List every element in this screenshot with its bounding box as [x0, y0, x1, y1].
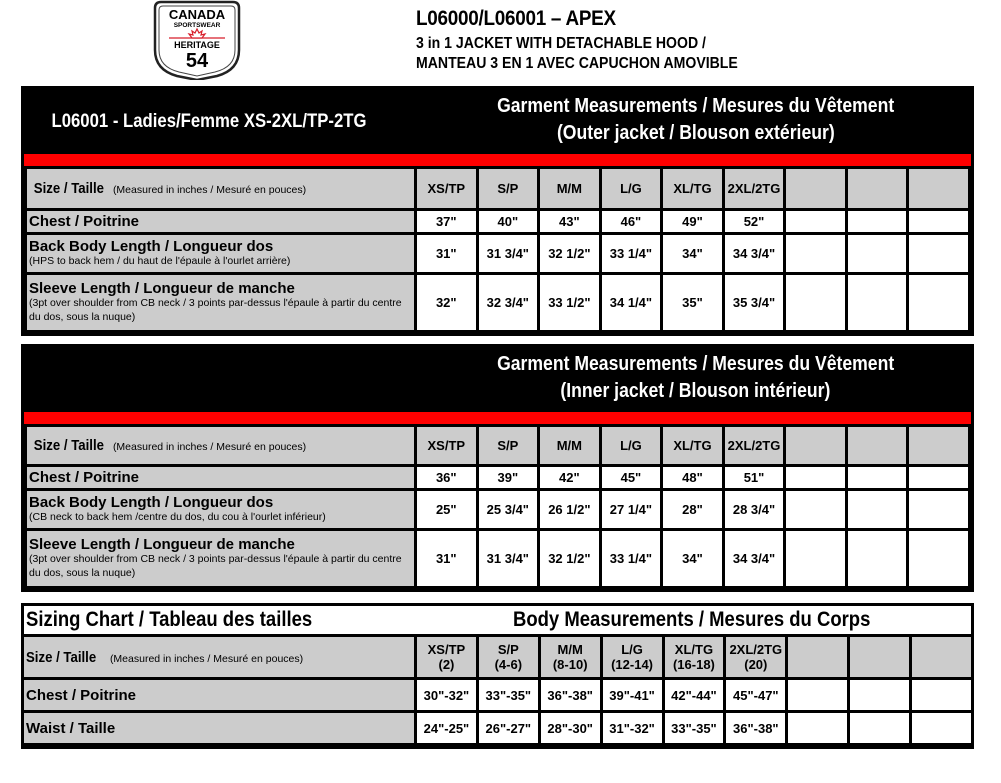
value-cell [908, 530, 970, 588]
value-cell: 51" [723, 466, 785, 490]
body-header [24, 606, 971, 637]
inner-measurements [24, 424, 971, 589]
value-cell: 34 3/4" [723, 234, 785, 274]
value-cell: 45" [600, 466, 662, 490]
size-cell: XL/TG [662, 426, 724, 466]
value-cell: 36"-38" [725, 712, 787, 745]
size-cell: XL/TG [662, 168, 724, 210]
size-cell [477, 636, 539, 679]
value-cell [849, 712, 911, 745]
value-cell [846, 234, 908, 274]
value-cell: 37" [416, 210, 478, 234]
size-cell: M/M [539, 426, 601, 466]
row-note: (HPS to back hem / du haut de l'épaule à l'ourlet arrière) [29, 255, 291, 267]
row-label: Sleeve Length / Longueur de manche [29, 536, 295, 553]
logo-line4: 54 [185, 50, 209, 72]
value-cell: 28 3/4" [723, 490, 785, 530]
value-cell: 33 1/4" [600, 530, 662, 588]
value-cell: 34 3/4" [723, 530, 785, 588]
value-cell: 25 3/4" [477, 490, 539, 530]
value-cell: 33"-35" [663, 712, 725, 745]
value-cell: 25" [416, 490, 478, 530]
value-cell: 32 1/2" [539, 234, 601, 274]
value-cell: 31 3/4" [477, 234, 539, 274]
value-cell [908, 466, 970, 490]
size-cell [908, 168, 970, 210]
value-cell [846, 466, 908, 490]
size-cell: L/G [600, 426, 662, 466]
body-measurements-title: Body Measurements / Mesures du Corps [513, 608, 871, 631]
size-cell [908, 426, 970, 466]
size-name: L/G [621, 642, 643, 657]
table-row [26, 234, 970, 274]
value-cell: 28" [662, 490, 724, 530]
size-cell [849, 636, 911, 679]
table-row [26, 466, 970, 490]
size-cell [725, 636, 787, 679]
value-cell [787, 712, 849, 745]
value-cell: 40" [477, 210, 539, 234]
size-cell: XS/TP [416, 426, 478, 466]
size-header-row [23, 636, 973, 679]
value-cell: 26 1/2" [539, 490, 601, 530]
size-header-row [26, 168, 970, 210]
logo-line2: SPORTSWEAR [173, 22, 221, 29]
product-subtitle-fr: MANTEAU 3 EN 1 AVEC CAPUCHON AMOVIBLE [416, 55, 738, 72]
value-cell [908, 210, 970, 234]
outer-measurements [24, 166, 971, 333]
value-cell: 42"-44" [663, 679, 725, 712]
value-cell: 39"-41" [601, 679, 663, 712]
size-name: XS/TP [427, 642, 466, 657]
value-cell [785, 210, 847, 234]
heritage-54-badge-icon [147, 0, 247, 80]
size-range: (12-14) [611, 657, 654, 672]
value-cell [785, 274, 847, 332]
size-cell [846, 426, 908, 466]
value-cell: 33 1/4" [600, 234, 662, 274]
accent-bar [24, 154, 971, 166]
size-cell: 2XL/2TG [723, 168, 785, 210]
value-cell: 45"-47" [725, 679, 787, 712]
size-cell [785, 426, 847, 466]
product-subtitle-en: 3 in 1 JACKET WITH DETACHABLE HOOD / [416, 35, 706, 52]
value-cell [785, 490, 847, 530]
size-cell [539, 636, 601, 679]
value-cell: 35 3/4" [723, 274, 785, 332]
value-cell: 31"-32" [601, 712, 663, 745]
row-label: Sleeve Length / Longueur de manche [29, 280, 295, 297]
size-cell [785, 168, 847, 210]
sizing-chart-title: Sizing Chart / Tableau des tailles [26, 608, 313, 631]
table-row [26, 210, 970, 234]
row-note: (CB neck to back hem /centre du dos, du cou à l'ourlet inférieur) [29, 511, 326, 523]
size-cell [846, 168, 908, 210]
inner-header [24, 347, 971, 412]
row-label: Back Body Length / Longueur dos [29, 238, 274, 255]
size-cell: 2XL/2TG [723, 426, 785, 466]
size-range: (16-18) [672, 657, 715, 672]
outer-header [24, 89, 971, 154]
value-cell [785, 466, 847, 490]
size-cell [416, 636, 478, 679]
value-cell: 36"-38" [539, 679, 601, 712]
row-label: Chest / Poitrine [23, 679, 416, 712]
row-note: (3pt over shoulder from CB neck / 3 points par-dessus l'épaule à partir du centre du dos, sous la nuque) [29, 297, 402, 323]
brand-logo [147, 0, 247, 80]
size-name: S/P [497, 642, 519, 657]
size-cell: XS/TP [416, 168, 478, 210]
value-cell: 39" [477, 466, 539, 490]
row-label: Back Body Length / Longueur dos [29, 494, 274, 511]
inner-title-line2: (Inner jacket / Blouson intérieur) [560, 380, 831, 402]
size-header-row [26, 426, 970, 466]
size-cell [787, 636, 849, 679]
size-name: 2XL/2TG [729, 642, 783, 657]
table-row [23, 712, 973, 745]
size-note: (Measured in inches / Mesuré en pouces) [112, 184, 307, 196]
value-cell [908, 490, 970, 530]
value-cell: 49" [662, 210, 724, 234]
outer-title-line1: Garment Measurements / Mesures du Vêtement [496, 95, 895, 117]
size-cell: M/M [539, 168, 601, 210]
value-cell: 30"-32" [416, 679, 478, 712]
value-cell [846, 530, 908, 588]
table-row [26, 274, 970, 332]
product-header [416, 6, 782, 74]
value-cell [785, 234, 847, 274]
value-cell: 46" [600, 210, 662, 234]
value-cell [911, 712, 973, 745]
value-cell [911, 679, 973, 712]
table-row [23, 679, 973, 712]
row-label: Chest / Poitrine [26, 210, 416, 234]
value-cell [849, 679, 911, 712]
value-cell [846, 274, 908, 332]
model-label: L06001 - Ladies/Femme XS-2XL/TP-2TG [51, 110, 367, 132]
table-row [26, 490, 970, 530]
row-label: Chest / Poitrine [26, 466, 416, 490]
size-range: (4-6) [494, 657, 523, 672]
inner-jacket-table [21, 344, 974, 592]
value-cell: 34" [662, 530, 724, 588]
value-cell: 32 1/2" [539, 530, 601, 588]
size-cell [663, 636, 725, 679]
body-sizing-table [21, 603, 974, 749]
value-cell [846, 210, 908, 234]
value-cell [846, 490, 908, 530]
row-label: Waist / Taille [23, 712, 416, 745]
size-range: (8-10) [552, 657, 588, 672]
value-cell [785, 530, 847, 588]
body-measurements [21, 634, 974, 746]
logo-line3: HERITAGE [174, 40, 220, 50]
outer-title-line2: (Outer jacket / Blouson extérieur) [556, 122, 835, 144]
size-name: M/M [557, 642, 583, 657]
size-label: Size / Taille [33, 180, 104, 197]
value-cell [908, 234, 970, 274]
value-cell: 31 3/4" [477, 530, 539, 588]
value-cell: 31" [416, 234, 478, 274]
value-cell: 42" [539, 466, 601, 490]
value-cell: 43" [539, 210, 601, 234]
value-cell: 31" [416, 530, 478, 588]
value-cell: 26"-27" [477, 712, 539, 745]
logo-line1: CANADA [168, 7, 226, 22]
value-cell: 32 3/4" [477, 274, 539, 332]
size-cell: S/P [477, 168, 539, 210]
size-name: XL/TG [674, 642, 714, 657]
value-cell: 35" [662, 274, 724, 332]
value-cell: 27 1/4" [600, 490, 662, 530]
value-cell: 33 1/2" [539, 274, 601, 332]
size-label: Size / Taille [26, 648, 97, 666]
table-row [26, 530, 970, 588]
size-range: (20) [744, 657, 768, 672]
value-cell [787, 679, 849, 712]
size-cell: S/P [477, 426, 539, 466]
size-note: (Measured in inches / Mesuré en pouces) [109, 652, 304, 665]
size-cell [911, 636, 973, 679]
value-cell: 34" [662, 234, 724, 274]
inner-title-line1: Garment Measurements / Mesures du Vêtement [496, 353, 895, 375]
size-label: Size / Taille [33, 437, 104, 454]
value-cell: 34 1/4" [600, 274, 662, 332]
value-cell: 32" [416, 274, 478, 332]
size-cell: L/G [600, 168, 662, 210]
size-cell [601, 636, 663, 679]
value-cell: 48" [662, 466, 724, 490]
size-note: (Measured in inches / Mesuré en pouces) [112, 441, 307, 453]
outer-jacket-table [21, 86, 974, 336]
size-range: (2) [438, 657, 455, 672]
accent-bar [24, 412, 971, 424]
value-cell: 24"-25" [416, 712, 478, 745]
value-cell: 33"-35" [477, 679, 539, 712]
value-cell: 52" [723, 210, 785, 234]
row-note: (3pt over shoulder from CB neck / 3 points par-dessus l'épaule à partir du centre du dos, sous la nuque) [29, 553, 402, 579]
value-cell [908, 274, 970, 332]
product-title: L06000/L06001 – APEX [416, 7, 616, 30]
value-cell: 28"-30" [539, 712, 601, 745]
value-cell: 36" [416, 466, 478, 490]
